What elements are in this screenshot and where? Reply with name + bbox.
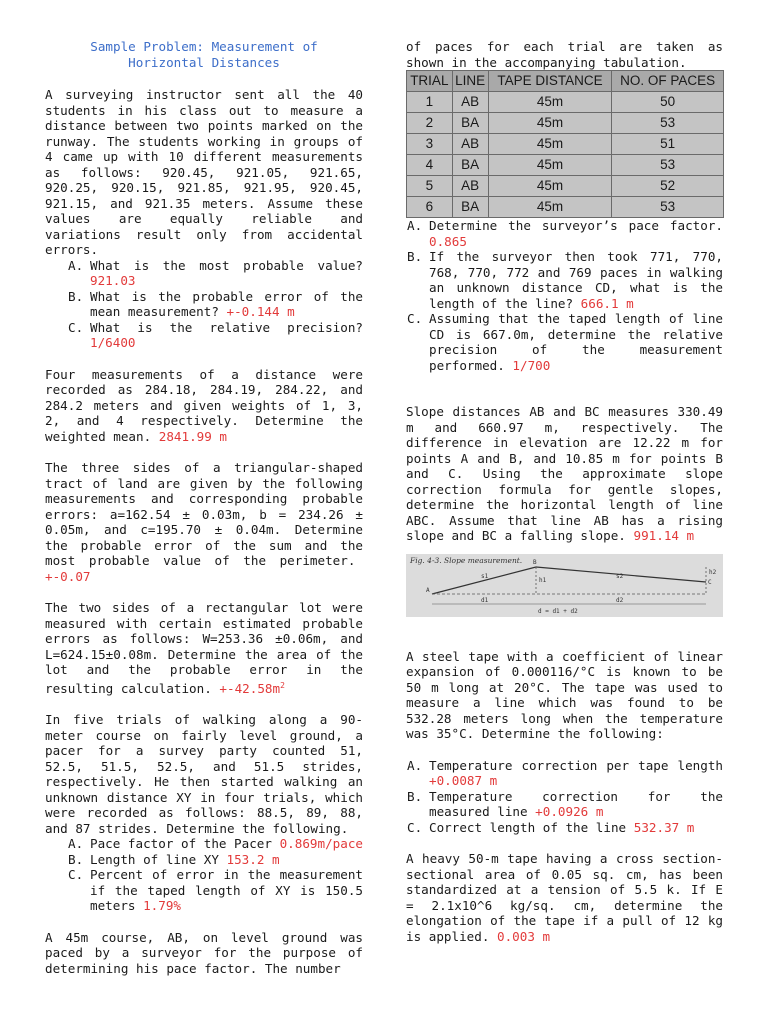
problem-5-item-c: C. Percent of error in the measurement if the taped length of XY is 150.5 meters 1.79% (68, 867, 363, 914)
answer: $+-42.58m^2$ (219, 680, 285, 696)
table-row: 2 BA 45m 53 (407, 113, 724, 134)
problem-1 (45, 87, 363, 351)
problem-5-item-b: B. Length of line XY 153.2 m (68, 851, 280, 867)
table-row: 3 AB 45m 51 (407, 134, 724, 155)
problem-8-text: A steel tape with a coefficient of linear expansion of 0.000116/°C is known to be 50 m long at 20°C. The tape was used to measure a line which was found to be 532.28 meters long when the temperature was 35°C. Determine the following: (406, 648, 723, 741)
label-d1: d1 (481, 596, 489, 604)
table-row: 1 AB 45m 50 (407, 92, 724, 113)
table-row: 5 AB 45m 52 (407, 176, 724, 197)
answer: 532.37 m (633, 819, 695, 835)
label-d: d = d1 + d2 (538, 607, 578, 615)
label-s1: s1 (481, 572, 489, 580)
label-d2: d2 (616, 596, 624, 604)
answer: 1/6400 (90, 335, 136, 350)
figure-caption: Fig. 4-3. Slope measurement. (410, 555, 523, 565)
answer: +0.0087 m (429, 773, 498, 788)
answer: +0.0926 m (535, 804, 604, 819)
problem-5 (45, 712, 363, 914)
problem-6-item-c: C. Assuming that the taped length of line CD is 667.0m, determine the relative precision of the measurement performed. 1/700 (407, 311, 723, 373)
problem-7: Slope distances AB and BC measures 330.49 m and 660.97 m, respectively. The difference in elevation are 12.22 m for points A and B, and 10.85 m for points B and C. Using the approximate slope correction formula for gentle slopes, determine the horizontal length of line ABC. Assume that line AB has a rising slope and BC a falling slope. 991.14 m (406, 404, 723, 543)
problem-1-items (45, 258, 363, 351)
problem-2: Four measurements of a distance were recorded as 284.18, 284.19, 284.22, and 284.2 meters and given weights of 1, 3, 2, and 4 respectively. Determine the weighted mean. 2841.99 m (45, 366, 363, 444)
problem-8-items (406, 758, 723, 836)
answer: +-0.07 (45, 568, 91, 584)
line-ab (432, 567, 536, 594)
label-a: A (426, 586, 430, 594)
problem-6-items (406, 218, 723, 373)
pace-table (406, 70, 724, 218)
problem-8-item-c: C. Correct length of the line 532.37 m (407, 819, 695, 835)
slope-figure (406, 554, 723, 617)
answer: 666.1 m (580, 295, 634, 311)
answer: 153.2 m (226, 851, 280, 867)
problem-8-item-b: B. Temperature correction for the measured line +0.0926 m (407, 788, 723, 819)
problem-3: The three sides of a triangular-shaped tract of land are given by the following measurements and corresponding probable errors: a=162.54 ± 0.03m, b = 234.26 ± 0.05m, and c=195.70 ± 0.04m. Determine the probable error of the sum and the most probable value of the perimeter. +-0.07 (45, 460, 363, 584)
problem-1-text: A surveying instructor sent all the 40 students in his class out to measure a distance between two points marked on the runway. The students working in groups of 4 came up with 10 different measurements as follows: 920.45, 921.05, 921.65, 920.25, 920.15, 921.85, 921.95, 920.45, 921.15, and 921.35 meters. Assume these values are equally reliable and variations result only from accidental errors. (45, 87, 363, 257)
right-column (406, 39, 723, 944)
label-c: C (708, 578, 712, 586)
problem-6-item-a: A. Determine the surveyor’s pace factor. 0.865 (407, 218, 723, 249)
answer: 921.03 (90, 273, 136, 288)
table-row: 4 BA 45m 53 (407, 155, 724, 176)
answer: 991.14 m (633, 528, 695, 543)
problem-1-item-a: A. What is the most probable value? 921.03 (68, 257, 363, 288)
problem-1-item-c: C. What is the relative precision? 1/6400 (68, 319, 363, 350)
label-h1: h1 (539, 576, 547, 584)
problem-1-item-b: B. What is the probable error of the mean measurement? +-0.144 m (68, 288, 363, 319)
answer: 0.865 (429, 233, 467, 249)
table-header: TRIAL LINE TAPE DISTANCE NO. OF PACES (407, 71, 724, 92)
label-b: B (533, 558, 537, 566)
problem-6-item-b: B. If the surveyor then took 771, 770, 768, 770, 772 and 769 paces in walking an unknown distance CD, what is the length of the line? 666.1 m (407, 249, 723, 311)
problem-5-item-a: A. Pace factor of the Pacer 0.869m/pace (68, 836, 363, 852)
left-column (45, 0, 363, 976)
problem-6-text-end: of paces for each trial are taken as shown in the accompanying tabulation. (406, 39, 723, 70)
problem-5-items (45, 836, 363, 914)
label-s2: s2 (616, 572, 624, 580)
answer: 2841.99 m (158, 428, 227, 444)
problem-5-text: In five trials of walking along a 90-meter course on fairly level ground, a pacer for a survey party counted 51, 52.5, 51.5, 52.5, and 51.5 strides, respectively. He then started walking an unknown distance XY in four trials, which were recorded as follows: 88.5, 89, 88, and 87 strides. Determine the following. (45, 712, 363, 836)
answer: 0.869m/pace (279, 836, 363, 852)
problem-9: A heavy 50-m tape having a cross section-sectional area of 0.05 sq. cm, has been standardized at a tension of 5.5 k. If E = 2.1x10^6 kg/sq. cm, determine the elongation of the tape if a pull of 12 kg is applied. 0.003 m (406, 851, 723, 944)
document-title: Sample Problem: Measurement of Horizontal Distances (90, 39, 318, 70)
answer: +-0.144 m (226, 304, 295, 319)
answer: 0.003 m (497, 928, 551, 944)
problem-6-text-start: A 45m course, AB, on level ground was paced by a surveyor for the purpose of determining his pace factor. The number (45, 929, 363, 976)
answer: 1.79% (143, 898, 182, 914)
answer: 1/700 (512, 357, 551, 373)
table-row: 6 BA 45m 53 (407, 197, 724, 218)
problem-8-item-a: A. Temperature correction per tape length +0.0087 m (407, 757, 723, 788)
problem-4: The two sides of a rectangular lot were measured with certain estimated probable errors as follows: W=253.36 ±0.06m, and L=624.15±0.08m. Determine the area of the lot and the probable error in the resulting calculation. $+-42.58m^2$ (45, 600, 363, 696)
label-h2: h2 (709, 568, 717, 576)
slope-diagram (406, 554, 723, 617)
